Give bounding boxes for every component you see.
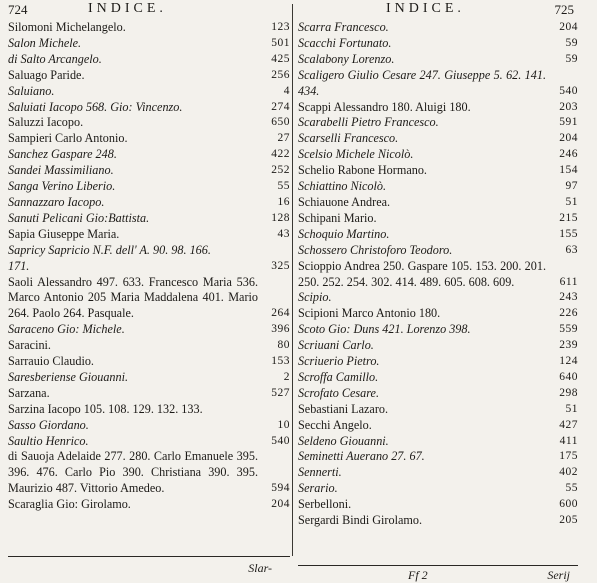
index-entry (8, 20, 290, 36)
entry-name: Seldeno Giouanni. (298, 433, 389, 448)
entry-page-number: 559 (559, 323, 578, 336)
entry-name: di Salto Arcangelo. (8, 51, 102, 66)
entry-page-number: 59 (565, 52, 578, 65)
index-entry (298, 115, 578, 131)
entry-name: Sannazzaro Iacopo. (8, 194, 105, 209)
index-entry (298, 36, 578, 52)
entry-page-number: 215 (559, 211, 578, 224)
entry-name: Schiattino Nicolò. (298, 179, 387, 194)
entry-page-number: 527 (271, 386, 290, 399)
entry-name: Saultio Henrico. (8, 433, 89, 448)
entry-page-number: 425 (271, 52, 290, 65)
entry-name: Scriuerio Pietro. (298, 354, 380, 369)
entry-name: Scrofato Cesare. (298, 385, 380, 400)
entry-page-number: 123 (271, 21, 290, 33)
left-page (8, 0, 290, 575)
entry-name: Sennerti. (298, 465, 342, 480)
entry-page-number: 274 (271, 100, 290, 113)
index-entry (8, 84, 290, 100)
column-divider (292, 4, 293, 556)
index-entry (298, 497, 578, 513)
index-entry (298, 306, 578, 322)
entry-page-number: 55 (565, 482, 578, 495)
entry-page-number: 16 (277, 195, 290, 208)
entry-page-number: 501 (271, 36, 290, 49)
entry-name: Scroffa Camillo. (298, 369, 379, 384)
index-entry (8, 52, 290, 68)
entry-name: Saoli Alessandro 497. 633. Francesco Maria 536. Marco Antonio 205 Maria Maddalena 401. Mario 264. Paolo 264. Pasquale. (8, 274, 258, 321)
entry-name: Scipio. (298, 290, 332, 305)
entry-name: Saracini. (8, 338, 51, 353)
left-page-number: 724 (8, 2, 28, 17)
index-entry (298, 147, 578, 163)
entry-name: Sergardi Bindi Girolamo. (298, 513, 423, 528)
entry-name: Sandei Massimiliano. (8, 163, 114, 178)
entry-page-number: 97 (565, 180, 578, 193)
right-page-title: INDICE. (386, 1, 465, 16)
entry-name: Secchi Angelo. (298, 417, 372, 432)
entry-page-number: 594 (271, 482, 290, 495)
index-entry (298, 418, 578, 434)
index-entry (298, 259, 578, 291)
entry-name: Scarra Francesco. (298, 20, 389, 34)
index-entry (298, 100, 578, 116)
entry-name: Saraceno Gio: Michele. (8, 322, 125, 337)
right-page (298, 0, 578, 582)
entry-name: Sampieri Carlo Antonio. (8, 131, 128, 146)
index-entry (8, 179, 290, 195)
entry-name: Serario. (298, 481, 338, 496)
entry-name: Salon Michele. (8, 35, 82, 50)
entry-page-number: 640 (559, 370, 578, 383)
entry-name: Sebastiani Lazaro. (298, 401, 389, 416)
index-entry (8, 147, 290, 163)
entry-name: Scalabony Lorenzo. (298, 51, 395, 66)
left-page-header (8, 0, 290, 20)
entry-name: Saluiano. (8, 83, 55, 98)
entry-page-number: 2 (283, 370, 290, 383)
entry-page-number: 239 (559, 339, 578, 352)
entry-page-number: 298 (559, 386, 578, 399)
entry-page-number: 80 (277, 339, 290, 352)
entry-page-number: 4 (283, 84, 290, 97)
entry-page-number: 264 (271, 307, 290, 320)
entry-name: Scaraglia Gio: Girolamo. (8, 497, 131, 512)
index-entry (8, 354, 290, 370)
entry-name: Schiauone Andrea. (298, 194, 391, 209)
entry-page-number: 155 (559, 227, 578, 240)
entry-page-number: 204 (271, 498, 290, 511)
entry-page-number: 51 (565, 402, 578, 415)
index-entry (298, 434, 578, 450)
entry-page-number: 204 (559, 21, 578, 33)
index-entry (298, 243, 578, 259)
entry-name: Sarzana. (8, 385, 50, 400)
entry-name: Saresberiense Giouanni. (8, 369, 129, 384)
entry-name: Scacchi Fortunato. (298, 35, 392, 50)
entry-page-number: 256 (271, 68, 290, 81)
index-entry (298, 513, 578, 529)
entry-name: Scipioni Marco Antonio 180. (298, 306, 441, 321)
right-index-list (298, 20, 578, 529)
right-page-header (298, 0, 578, 20)
left-page-title: INDICE. (88, 1, 167, 16)
index-entry (298, 20, 578, 36)
entry-name: Schelio Rabone Hormano. (298, 163, 427, 178)
index-entry (8, 243, 290, 275)
right-page-number: 725 (554, 2, 574, 17)
index-entry (298, 386, 578, 402)
index-entry (8, 211, 290, 227)
index-entry (8, 227, 290, 243)
index-entry (8, 131, 290, 147)
index-entry (298, 52, 578, 68)
entry-page-number: 402 (559, 466, 578, 479)
entry-name: Sanga Verino Liberio. (8, 179, 116, 194)
entry-page-number: 427 (559, 418, 578, 431)
index-entry (298, 402, 578, 418)
entry-page-number: 600 (559, 498, 578, 511)
index-entry (298, 211, 578, 227)
entry-page-number: 540 (271, 434, 290, 447)
entry-name: Sapricy Sapricio N.F. dell' A. 90. 98. 166. 171. (8, 242, 211, 273)
index-entry (8, 195, 290, 211)
index-entry (298, 354, 578, 370)
entry-page-number: 243 (559, 291, 578, 304)
entry-page-number: 204 (559, 132, 578, 145)
index-entry (298, 338, 578, 354)
entry-page-number: 411 (559, 434, 578, 447)
index-entry (8, 402, 290, 418)
entry-page-number: 175 (559, 450, 578, 463)
entry-name: Sapia Giuseppe Maria. (8, 226, 120, 241)
entry-name: Schossero Christoforo Teodoro. (298, 242, 453, 257)
entry-name: Saluzzi Iacopo. (8, 115, 84, 130)
signature-mark: Ff 2 (408, 568, 428, 582)
index-entry (298, 322, 578, 338)
index-entry (298, 227, 578, 243)
entry-page-number: 422 (271, 148, 290, 161)
entry-name: Seminetti Auerano 27. 67. (298, 449, 425, 464)
entry-page-number: 246 (559, 148, 578, 161)
index-entry (8, 386, 290, 402)
entry-page-number: 51 (565, 195, 578, 208)
entry-page-number: 591 (559, 116, 578, 129)
left-index-list (8, 20, 290, 513)
entry-name: Sarrauio Claudio. (8, 354, 94, 369)
index-entry (8, 370, 290, 386)
index-entry (298, 449, 578, 465)
entry-page-number: 43 (277, 227, 290, 240)
index-entry (298, 68, 578, 100)
index-entry (298, 290, 578, 306)
entry-name: Schoquio Martino. (298, 226, 390, 241)
entry-name: Scappi Alessandro 180. Aluigi 180. (298, 99, 471, 114)
right-catchword: Serij (547, 568, 570, 582)
index-entry (298, 179, 578, 195)
index-entry (8, 497, 290, 513)
entry-page-number: 540 (559, 84, 578, 97)
entry-page-number: 55 (277, 180, 290, 193)
entry-page-number: 252 (271, 164, 290, 177)
entry-name: Sanuti Pelicani Gio:Battista. (8, 210, 150, 225)
index-entry (8, 68, 290, 84)
index-entry (298, 131, 578, 147)
index-entry (298, 465, 578, 481)
entry-name: Saluago Paride. (8, 67, 85, 82)
index-entry (8, 434, 290, 450)
entry-page-number: 226 (559, 307, 578, 320)
entry-name: Saluiati Iacopo 568. Gio: Vincenzo. (8, 99, 183, 114)
entry-page-number: 10 (277, 418, 290, 431)
entry-page-number: 154 (559, 164, 578, 177)
entry-name: Scioppio Andrea 250. Gaspare 105. 153. 200. 201. 250. 252. 254. 302. 414. 489. 605. 608. 609. (298, 258, 546, 289)
entry-page-number: 611 (559, 275, 578, 288)
entry-name: Scarselli Francesco. (298, 131, 399, 146)
index-entry (8, 100, 290, 116)
entry-page-number: 153 (271, 355, 290, 368)
entry-page-number: 325 (271, 259, 290, 272)
index-entry (8, 322, 290, 338)
entry-name: Scaligero Giulio Cesare 247. Giuseppe 5. 62. 141. 434. (298, 67, 546, 98)
left-catchword: Slar- (248, 561, 272, 575)
entry-name: Sanchez Gaspare 248. (8, 147, 117, 162)
entry-name: Scelsio Michele Nicolò. (298, 147, 414, 162)
entry-name: Serbelloni. (298, 497, 352, 512)
entry-name: Sasso Giordano. (8, 417, 89, 432)
index-entry (8, 36, 290, 52)
entry-page-number: 650 (271, 116, 290, 129)
index-entry (8, 449, 290, 497)
index-entry (8, 163, 290, 179)
entry-page-number: 203 (559, 100, 578, 113)
entry-page-number: 27 (277, 132, 290, 145)
entry-name: Schipani Mario. (298, 210, 377, 225)
index-entry (298, 163, 578, 179)
entry-name: Silomoni Michelangelo. (8, 20, 126, 34)
index-entry (298, 481, 578, 497)
entry-page-number: 59 (565, 36, 578, 49)
entry-name: Scriuani Carlo. (298, 338, 374, 353)
entry-page-number: 128 (271, 211, 290, 224)
entry-name: Scoto Gio: Duns 421. Lorenzo 398. (298, 322, 471, 337)
entry-name: Sarzina Iacopo 105. 108. 129. 132. 133. (8, 401, 203, 416)
entry-page-number: 63 (565, 243, 578, 256)
entry-page-number: 396 (271, 323, 290, 336)
entry-page-number: 124 (559, 355, 578, 368)
index-entry (8, 115, 290, 131)
entry-name: Scarabelli Pietro Francesco. (298, 115, 439, 130)
index-entry (298, 195, 578, 211)
entry-name: di Sauoja Adelaide 277. 280. Carlo Emanuele 395. 396. 476. Carlo Pio 390. Christiana 390. 395. Maurizio 487. Vittorio Amedeo. (8, 449, 258, 496)
entry-page-number: 205 (559, 514, 578, 527)
index-entry (8, 418, 290, 434)
index-entry (8, 338, 290, 354)
index-entry (8, 275, 290, 323)
index-entry (298, 370, 578, 386)
